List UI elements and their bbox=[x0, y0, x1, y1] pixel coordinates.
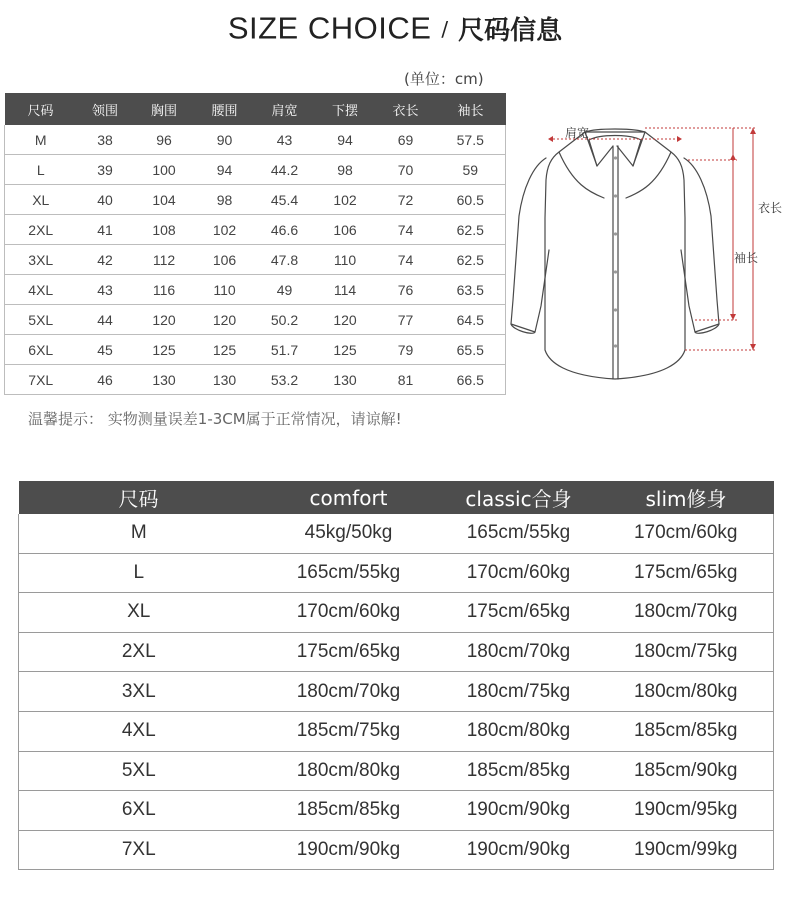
fit-cell: M bbox=[19, 514, 259, 553]
measurement-cell: 120 bbox=[134, 305, 195, 335]
shoulder-label: 肩宽 bbox=[565, 126, 590, 140]
measurement-cell: 46.6 bbox=[255, 215, 315, 245]
fit-cell: 190cm/90kg bbox=[439, 830, 599, 870]
fit-header-cell: 尺码 bbox=[19, 481, 259, 514]
sleeve-label: 袖长 bbox=[734, 251, 759, 265]
fit-cell: 6XL bbox=[19, 791, 259, 831]
table-row bbox=[5, 215, 506, 245]
measurement-cell: 130 bbox=[134, 365, 195, 395]
fit-cell: 185cm/85kg bbox=[439, 751, 599, 791]
table-row bbox=[19, 751, 774, 791]
measurement-cell: 77 bbox=[376, 305, 436, 335]
fit-cell: 165cm/55kg bbox=[439, 514, 599, 553]
fit-cell: 185cm/85kg bbox=[259, 791, 439, 831]
measurement-cell: 120 bbox=[315, 305, 376, 335]
measurement-header-row bbox=[5, 93, 506, 125]
measurement-cell: 125 bbox=[134, 335, 195, 365]
table-row bbox=[19, 593, 774, 633]
table-row bbox=[5, 185, 506, 215]
measurement-cell: 130 bbox=[315, 365, 376, 395]
table-row bbox=[19, 830, 774, 870]
measurement-cell: 45 bbox=[77, 335, 134, 365]
table-row bbox=[19, 672, 774, 712]
measurement-cell: 47.8 bbox=[255, 245, 315, 275]
measurement-cell: 43 bbox=[255, 125, 315, 155]
measurement-cell: 60.5 bbox=[436, 185, 506, 215]
measurement-cell: 40 bbox=[77, 185, 134, 215]
table-row bbox=[5, 125, 506, 155]
measurement-header-cell: 腰围 bbox=[195, 93, 255, 125]
measurement-cell: 72 bbox=[376, 185, 436, 215]
fit-cell: 7XL bbox=[19, 830, 259, 870]
fit-cell: 180cm/70kg bbox=[439, 632, 599, 672]
measurement-cell: 62.5 bbox=[436, 215, 506, 245]
dimension-arrows bbox=[553, 128, 757, 350]
fit-cell: 175cm/65kg bbox=[599, 553, 774, 593]
table-row bbox=[19, 553, 774, 593]
fit-cell: 180cm/70kg bbox=[259, 672, 439, 712]
measurement-cell: 90 bbox=[195, 125, 255, 155]
table-row bbox=[5, 275, 506, 305]
measurement-cell: 5XL bbox=[5, 305, 77, 335]
shirt-diagram bbox=[505, 100, 790, 400]
measurement-cell: 108 bbox=[134, 215, 195, 245]
fit-cell: 3XL bbox=[19, 672, 259, 712]
measurement-cell: 63.5 bbox=[436, 275, 506, 305]
measurement-cell: 6XL bbox=[5, 335, 77, 365]
table-row bbox=[19, 791, 774, 831]
fit-cell: 45kg/50kg bbox=[259, 514, 439, 553]
measurement-cell: 102 bbox=[315, 185, 376, 215]
fit-cell: 185cm/90kg bbox=[599, 751, 774, 791]
measurement-cell: 76 bbox=[376, 275, 436, 305]
fit-cell: 185cm/75kg bbox=[259, 711, 439, 751]
fit-header-cell: slim修身 bbox=[599, 481, 774, 514]
arrow-heads bbox=[548, 128, 759, 350]
fit-cell: L bbox=[19, 553, 259, 593]
fit-cell: 185cm/85kg bbox=[599, 711, 774, 751]
measurement-cell: 79 bbox=[376, 335, 436, 365]
shirt-buttons bbox=[614, 156, 617, 347]
fit-cell: 5XL bbox=[19, 751, 259, 791]
fit-cell: 170cm/60kg bbox=[599, 514, 774, 553]
measurement-cell: 44.2 bbox=[255, 155, 315, 185]
measurement-cell: 106 bbox=[315, 215, 376, 245]
measurement-cell: 66.5 bbox=[436, 365, 506, 395]
page-title bbox=[0, 10, 790, 50]
measurement-cell: L bbox=[5, 155, 77, 185]
measurement-cell: 7XL bbox=[5, 365, 77, 395]
measurement-cell: 59 bbox=[436, 155, 506, 185]
measurement-cell: 2XL bbox=[5, 215, 77, 245]
measurement-cell: 70 bbox=[376, 155, 436, 185]
fit-cell: 190cm/90kg bbox=[259, 830, 439, 870]
table-row bbox=[5, 155, 506, 185]
measurement-cell: 81 bbox=[376, 365, 436, 395]
measurement-cell: 96 bbox=[134, 125, 195, 155]
measurement-tip: 温馨提示： 实物测量误差1-3CM属于正常情况，请谅解! bbox=[28, 410, 402, 428]
fit-cell: 180cm/70kg bbox=[599, 593, 774, 633]
measurement-cell: 46 bbox=[77, 365, 134, 395]
table-row bbox=[19, 711, 774, 751]
fit-cell: 175cm/65kg bbox=[259, 632, 439, 672]
measurement-cell: 45.4 bbox=[255, 185, 315, 215]
fit-cell: 180cm/80kg bbox=[439, 711, 599, 751]
measurement-cell: 102 bbox=[195, 215, 255, 245]
measurement-cell: 43 bbox=[77, 275, 134, 305]
measurement-cell: XL bbox=[5, 185, 77, 215]
measurement-cell: 42 bbox=[77, 245, 134, 275]
measurement-header-cell: 尺码 bbox=[5, 93, 77, 125]
measurement-cell: 64.5 bbox=[436, 305, 506, 335]
table-row bbox=[5, 305, 506, 335]
measurement-cell: 69 bbox=[376, 125, 436, 155]
table-row bbox=[5, 245, 506, 275]
fit-cell: 170cm/60kg bbox=[439, 553, 599, 593]
fit-recommendation-table bbox=[18, 481, 774, 870]
measurement-cell: 49 bbox=[255, 275, 315, 305]
fit-cell: 2XL bbox=[19, 632, 259, 672]
fit-cell: 180cm/75kg bbox=[439, 672, 599, 712]
fit-cell: 190cm/95kg bbox=[599, 791, 774, 831]
measurement-cell: 4XL bbox=[5, 275, 77, 305]
measurement-cell: 39 bbox=[77, 155, 134, 185]
measurement-table bbox=[4, 93, 506, 395]
fit-header-row bbox=[19, 481, 774, 514]
measurement-cell: 106 bbox=[195, 245, 255, 275]
fit-cell: 180cm/80kg bbox=[259, 751, 439, 791]
measurement-cell: 57.5 bbox=[436, 125, 506, 155]
unit-note: (单位：cm) bbox=[404, 70, 484, 88]
title-english: SIZE CHOICE bbox=[227, 10, 432, 46]
title-chinese: 尺码信息 bbox=[458, 16, 563, 46]
measurement-cell: 100 bbox=[134, 155, 195, 185]
measurement-cell: 62.5 bbox=[436, 245, 506, 275]
measurement-cell: 51.7 bbox=[255, 335, 315, 365]
table-row bbox=[5, 365, 506, 395]
measurement-cell: 98 bbox=[315, 155, 376, 185]
measurement-cell: 3XL bbox=[5, 245, 77, 275]
measurement-cell: 120 bbox=[195, 305, 255, 335]
measurement-cell: M bbox=[5, 125, 77, 155]
measurement-header-cell: 衣长 bbox=[376, 93, 436, 125]
shirt-outline bbox=[511, 129, 719, 379]
measurement-cell: 125 bbox=[315, 335, 376, 365]
measurement-cell: 74 bbox=[376, 215, 436, 245]
measurement-cell: 94 bbox=[315, 125, 376, 155]
measurement-cell: 110 bbox=[315, 245, 376, 275]
measurement-cell: 74 bbox=[376, 245, 436, 275]
table-row bbox=[19, 632, 774, 672]
measurement-cell: 116 bbox=[134, 275, 195, 305]
measurement-header-cell: 下摆 bbox=[315, 93, 376, 125]
measurement-cell: 114 bbox=[315, 275, 376, 305]
fit-header-cell: comfort bbox=[259, 481, 439, 514]
fit-cell: 175cm/65kg bbox=[439, 593, 599, 633]
measurement-cell: 98 bbox=[195, 185, 255, 215]
title-separator: / bbox=[441, 16, 449, 41]
measurement-cell: 53.2 bbox=[255, 365, 315, 395]
fit-cell: 165cm/55kg bbox=[259, 553, 439, 593]
measurement-cell: 50.2 bbox=[255, 305, 315, 335]
table-row bbox=[19, 514, 774, 553]
measurement-cell: 44 bbox=[77, 305, 134, 335]
measurement-cell: 65.5 bbox=[436, 335, 506, 365]
fit-cell: 190cm/99kg bbox=[599, 830, 774, 870]
measurement-cell: 94 bbox=[195, 155, 255, 185]
fit-cell: XL bbox=[19, 593, 259, 633]
measurement-header-cell: 肩宽 bbox=[255, 93, 315, 125]
measurement-cell: 125 bbox=[195, 335, 255, 365]
measurement-cell: 110 bbox=[195, 275, 255, 305]
fit-cell: 180cm/75kg bbox=[599, 632, 774, 672]
measurement-header-cell: 袖长 bbox=[436, 93, 506, 125]
fit-cell: 170cm/60kg bbox=[259, 593, 439, 633]
fit-cell: 4XL bbox=[19, 711, 259, 751]
measurement-cell: 130 bbox=[195, 365, 255, 395]
measurement-cell: 38 bbox=[77, 125, 134, 155]
table-row bbox=[5, 335, 506, 365]
fit-cell: 190cm/90kg bbox=[439, 791, 599, 831]
measurement-cell: 112 bbox=[134, 245, 195, 275]
length-label: 衣长 bbox=[758, 201, 783, 215]
measurement-cell: 41 bbox=[77, 215, 134, 245]
fit-header-cell: classic合身 bbox=[439, 481, 599, 514]
measurement-cell: 104 bbox=[134, 185, 195, 215]
measurement-header-cell: 领围 bbox=[77, 93, 134, 125]
fit-cell: 180cm/80kg bbox=[599, 672, 774, 712]
measurement-header-cell: 胸围 bbox=[134, 93, 195, 125]
